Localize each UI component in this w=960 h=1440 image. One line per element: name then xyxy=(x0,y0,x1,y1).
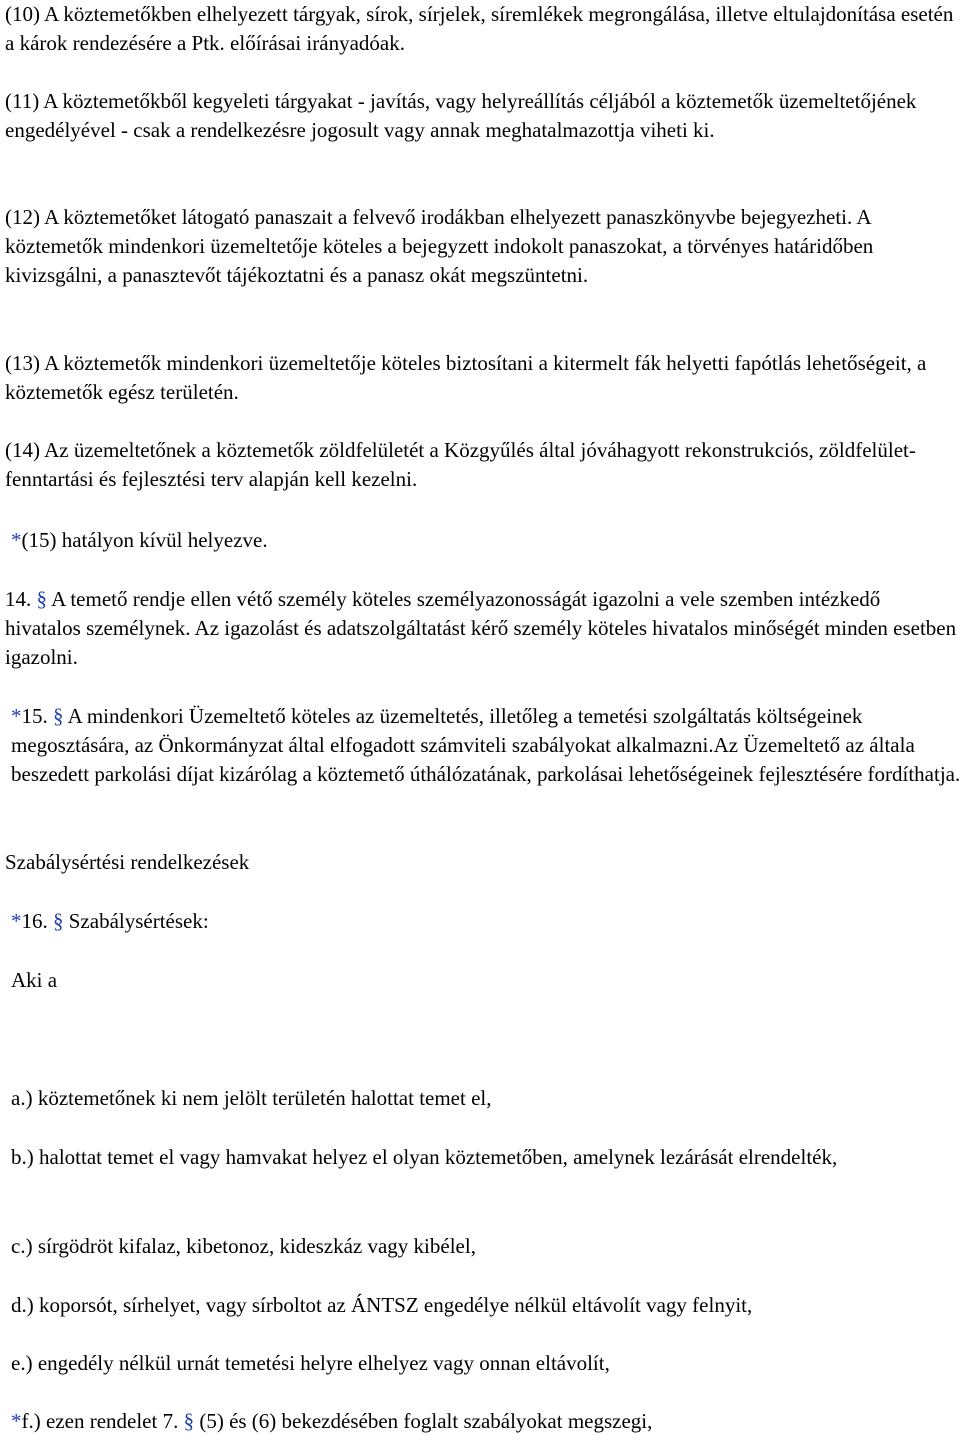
amendment-asterisk-link[interactable]: * xyxy=(11,1409,22,1433)
paragraph-13: (13) A köztemetők mindenkori üzemeltetője köteles biztosítani a kitermelt fák helyetti fapótlás lehetőségeit, a köztemetők egész területén. xyxy=(5,351,927,404)
intro-aki: Aki a xyxy=(11,968,58,992)
amendment-asterisk-link[interactable]: * xyxy=(11,704,22,728)
list-item-a: a.) köztemetőnek ki nem jelölt területén halottat temet el, xyxy=(11,1086,492,1110)
list-item-b xyxy=(5,1143,960,1172)
section-15-number: 15. xyxy=(21,704,48,728)
paragraph-14: (14) Az üzemeltetőnek a köztemetők zöldfelületét a Közgyűlés által jóváhagyott rekonstrukciós, zöldfelület-fenntartási és fejlesztési terv alapján kell kezelni. xyxy=(5,438,916,491)
section-15-text: A mindenkori Üzemeltető köteles az üzemeltetés, illetőleg a temetési szolgáltatás költségeinek megosztására, az Önkormányzat által elfogadott számviteli szabályokat alkalmazni.Az Üzemeltető az általa beszedett parkolási díjat kizárólag a köztemető úthálózatának, parkolásai lehetőségeinek fejlesztésére fordíthatja. xyxy=(11,704,960,786)
section-sign-link[interactable]: § xyxy=(36,587,47,611)
paragraph-15-text: (15) hatályon kívül helyezve. xyxy=(21,528,268,552)
list-item-f xyxy=(11,1407,960,1436)
amendment-asterisk-link[interactable]: * xyxy=(11,528,22,552)
section-15 xyxy=(11,702,960,789)
paragraph-15 xyxy=(11,526,960,555)
list-item-d: d.) koporsót, sírhelyet, vagy sírboltot az ÁNTSZ engedélye nélkül eltávolít vagy felnyit, xyxy=(11,1293,753,1317)
amendment-asterisk-link[interactable]: * xyxy=(11,909,22,933)
section-14-number: 14. xyxy=(5,587,32,611)
section-heading: Szabálysértési rendelkezések xyxy=(5,850,250,874)
section-16-number: 16. xyxy=(21,909,48,933)
section-sign-link[interactable]: § xyxy=(53,704,64,728)
list-item-c: c.) sírgödröt kifalaz, kibetonoz, kideszkáz vagy kibélel, xyxy=(11,1234,476,1258)
section-sign-link[interactable]: § xyxy=(53,909,64,933)
section-14-text: A temető rendje ellen vétő személy köteles személyazonosságát igazolni a vele szemben intézkedő hivatalos személynek. Az igazolást és adatszolgáltatást kérő személy köteles hivatalos minőségét minden esetben igazolni. xyxy=(5,587,957,669)
section-16-text: Szabálysértések: xyxy=(68,909,209,933)
paragraph-12: (12) A köztemetőket látogató panaszait a felvevő irodákban elhelyezett panaszkönyvbe bejegyezheti. A köztemetők mindenkori üzemeltetője köteles a bejegyzett indokolt panaszokat, a törvényes határidőben kivizsgálni, a panasztevőt tájékoztatni és a panasz okát megszüntetni. xyxy=(5,205,874,287)
section-14 xyxy=(5,585,960,672)
section-16 xyxy=(11,907,960,936)
list-item-f-text: (5) és (6) bekezdésében foglalt szabályokat megszegi, xyxy=(199,1409,653,1433)
paragraph-10: (10) A köztemetőkben elhelyezett tárgyak, sírok, sírjelek, síremlékek megrongálása, illetve eltulajdonítása esetén a károk rendezésére a Ptk. előírásai irányadóak. xyxy=(5,2,954,55)
section-sign-link[interactable]: § xyxy=(183,1409,195,1433)
list-item-e: e.) engedély nélkül urnát temetési helyre elhelyez vagy onnan eltávolít, xyxy=(11,1351,610,1375)
list-item-b-text: b.) halottat temet el vagy hamvakat helyez el olyan köztemetőben, amelynek lezárását elrendelték, xyxy=(11,1145,838,1169)
list-item-f-prefix: f.) ezen rendelet 7. xyxy=(21,1409,179,1433)
paragraph-11: (11) A köztemetőkből kegyeleti tárgyakat - javítás, vagy helyreállítás céljából a köztemetők üzemeltetőjének engedélyével - csak a rendelkezésre jogosult vagy annak meghatalmazottja viheti ki. xyxy=(5,89,917,142)
